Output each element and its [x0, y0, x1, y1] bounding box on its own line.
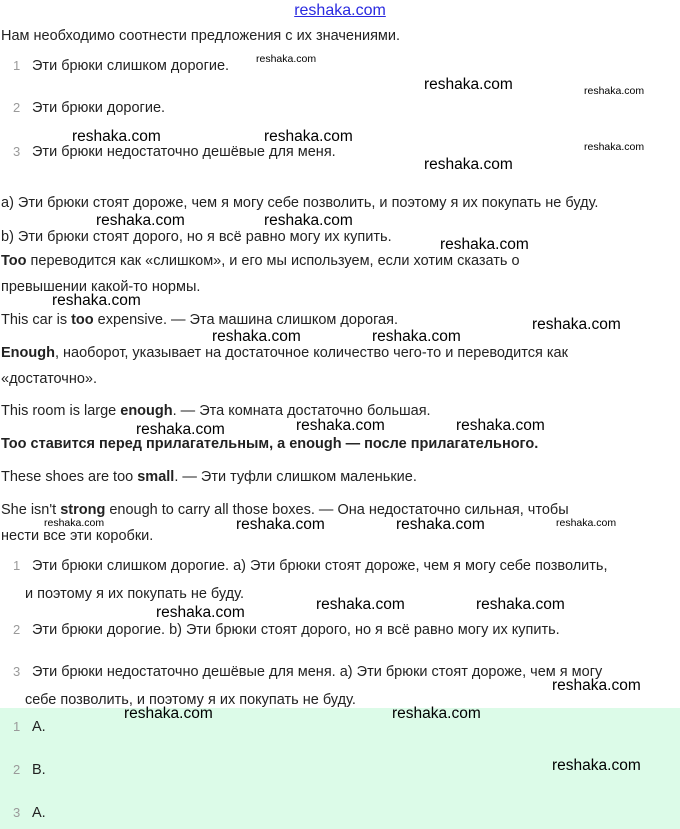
watermark: reshaka.com: [316, 596, 405, 613]
watermark: reshaka.com: [584, 141, 645, 153]
intro-text: Нам необходимо соотнести предложения с их значениями.: [1, 28, 401, 44]
too-explanation-line-2: превышении какой-то нормы.: [1, 279, 201, 295]
answer-value: A.: [32, 805, 46, 821]
watermark: reshaka.com: [256, 53, 317, 65]
watermark: reshaka.com: [392, 705, 481, 722]
match-text: Эти брюки недостаточно дешёвые для меня. a) Эти брюки стоят дороже, чем я могу: [32, 664, 603, 680]
sentence-text: Эти брюки недостаточно дешёвые для меня.: [32, 144, 336, 160]
enough-explanation-line-2: «достаточно».: [1, 371, 98, 387]
match-number: 2: [13, 622, 21, 637]
example-part: . — Эти туфли слишком маленькие.: [174, 469, 417, 485]
watermark: reshaka.com: [584, 85, 645, 97]
sentence-number: 3: [13, 144, 21, 159]
example-part: This car is: [1, 312, 72, 328]
rule-text: Too ставится перед прилагательным, а enough — после прилагательного.: [1, 436, 539, 452]
example-strong-enough-line-2: нести все эти коробки.: [1, 528, 154, 544]
watermark: reshaka.com: [424, 76, 513, 93]
watermark: reshaka.com: [212, 328, 301, 345]
watermark: reshaka.com: [136, 421, 225, 438]
watermark: reshaka.com: [72, 128, 161, 145]
sentence-text: Эти брюки слишком дорогие.: [32, 58, 230, 74]
sentence-number: 2: [13, 100, 21, 115]
watermark: reshaka.com: [396, 516, 485, 533]
watermark: reshaka.com: [552, 757, 641, 774]
enough-explanation-text: , наоборот, указывает на достаточное количество чего-то и переводится как: [54, 345, 568, 361]
watermark: reshaka.com: [456, 417, 545, 434]
watermark: reshaka.com: [424, 156, 513, 173]
enough-explanation-line-1: [1, 344, 568, 362]
sentence-text: Эти брюки дорогие.: [32, 100, 166, 116]
watermark: reshaka.com: [156, 604, 245, 621]
match-text-cont: и поэтому я их покупать не буду.: [25, 586, 244, 602]
enough-keyword: Enough: [1, 345, 55, 361]
match-text: Эти брюки дорогие. b) Эти брюки стоят дорого, но я всё равно могу их купить.: [32, 622, 560, 638]
example-part: enough to carry all those boxes. — Она недостаточно сильная, чтобы: [105, 502, 569, 518]
watermark: reshaka.com: [296, 417, 385, 434]
watermark: reshaka.com: [124, 705, 213, 722]
answer-value: B.: [32, 762, 46, 778]
sentence-number: 1: [13, 58, 21, 73]
meaning-a: a) Эти брюки стоят дороже, чем я могу себе позволить, и поэтому я их покупать не буду.: [1, 195, 599, 211]
watermark: reshaka.com: [372, 328, 461, 345]
watermark: reshaka.com: [264, 212, 353, 229]
answer-number: 2: [13, 762, 21, 777]
watermark: reshaka.com: [264, 128, 353, 145]
watermark: reshaka.com: [44, 517, 105, 529]
example-part: . — Эта комната достаточно большая.: [172, 403, 431, 419]
example-bold: small: [137, 469, 175, 485]
example-part: This room is large: [1, 403, 121, 419]
example-bold: strong: [60, 502, 106, 518]
answer-value: A.: [32, 719, 46, 735]
match-text: Эти брюки слишком дорогие. a) Эти брюки стоят дороже, чем я могу себе позволить,: [32, 558, 608, 574]
example-too: [1, 311, 398, 329]
watermark: reshaka.com: [236, 516, 325, 533]
watermark: reshaka.com: [476, 596, 565, 613]
too-explanation-text: переводится как «слишком», и его мы используем, если хотим сказать о: [26, 253, 520, 269]
match-number: 3: [13, 664, 21, 679]
watermark: reshaka.com: [552, 677, 641, 694]
watermark: reshaka.com: [440, 236, 529, 253]
answer-number: 3: [13, 805, 21, 820]
site-title[interactable]: reshaka.com: [294, 2, 386, 19]
too-explanation-line-1: [1, 252, 520, 270]
match-text-cont: себе позволить, и поэтому я их покупать не буду.: [25, 692, 356, 708]
example-part: expensive. — Эта машина слишком дорогая.: [93, 312, 398, 328]
example-bold: enough: [120, 403, 173, 419]
example-part: She isn't: [1, 502, 61, 518]
watermark: reshaka.com: [532, 316, 621, 333]
match-number: 1: [13, 558, 21, 573]
watermark: reshaka.com: [96, 212, 185, 229]
watermark: reshaka.com: [556, 517, 617, 529]
too-keyword: Too: [1, 253, 27, 269]
answer-number: 1: [13, 719, 21, 734]
example-too-small: [1, 468, 417, 486]
meaning-b: b) Эти брюки стоят дорого, но я всё равно могу их купить.: [1, 229, 392, 245]
watermark: reshaka.com: [52, 292, 141, 309]
example-part: These shoes are too: [1, 469, 138, 485]
example-bold: too: [71, 312, 94, 328]
